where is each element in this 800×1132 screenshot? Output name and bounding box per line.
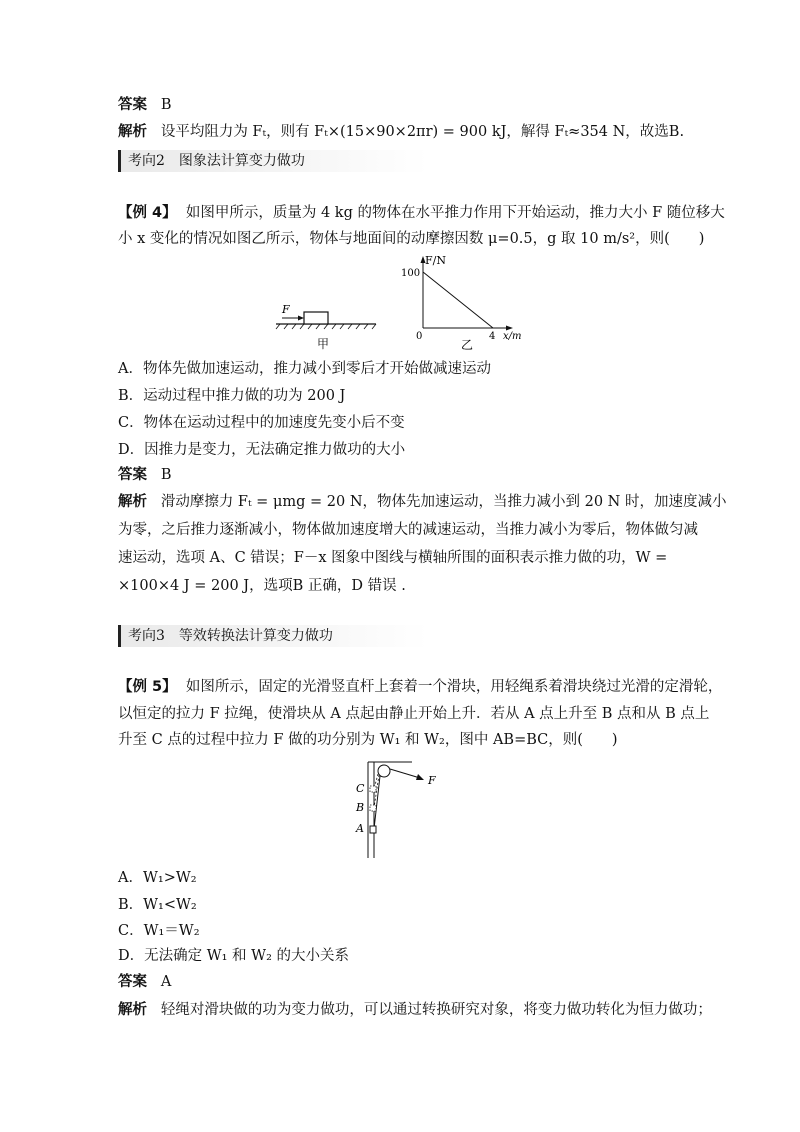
rope-a xyxy=(374,776,380,829)
answer-value: A xyxy=(160,974,172,990)
series-line xyxy=(423,272,493,328)
analysis-label: 解析 xyxy=(118,124,147,140)
slider-a xyxy=(370,826,376,833)
answer-1 xyxy=(118,95,171,115)
point-b-label: B xyxy=(356,801,365,814)
figure-yi-chart xyxy=(395,252,545,352)
force-arrowhead xyxy=(298,316,304,321)
pulley xyxy=(378,765,390,777)
option-b: B．运动过程中推力做的功为 200 J xyxy=(118,388,346,404)
section-header-3 xyxy=(118,625,428,647)
x-tick-label: 4 xyxy=(489,331,496,342)
example-5-line-1 xyxy=(118,677,722,697)
point-a-label: A xyxy=(356,822,364,835)
figure-pulley xyxy=(350,752,460,862)
example-text: 小 x 变化的情况如图乙所示，物体与地面间的动摩擦因数 μ=0.5，g 取 10 m/s²，则( ) xyxy=(118,231,705,247)
option-c: C．W₁＝W₂ xyxy=(118,923,200,939)
y-tick-label: 100 xyxy=(401,268,421,279)
analysis-2-line-4: ×100×4 J = 200 J，选项B 正确，D 错误 . xyxy=(118,578,406,594)
example-text: 如图所示，固定的光滑竖直杆上套着一个滑块，用轻绳系着滑块绕过光滑的定滑轮， xyxy=(185,679,723,695)
analysis-label: 解析 xyxy=(118,1002,147,1018)
analysis-2-line-2: 为零，之后推力逐渐减小，物体做加速度增大的减速运动，当推力减小为零后，物体做匀减 xyxy=(118,522,698,538)
analysis-text: 设平均阻力为 Fₜ，则有 Fₜ×(15×90×2πr) = 900 kJ，解得 Fₜ≈354 N，故选B. xyxy=(160,124,685,140)
answer-2 xyxy=(118,465,171,485)
example-4-line-2 xyxy=(118,229,704,249)
slider-c xyxy=(370,786,376,792)
x-axis-label: x/m xyxy=(503,331,522,342)
section-bar xyxy=(118,150,121,172)
answer-label: 答案 xyxy=(118,97,147,113)
section-header-2 xyxy=(118,150,428,172)
figure-caption-yi: 乙 xyxy=(461,338,474,352)
answer-3 xyxy=(118,972,171,992)
analysis-2-line-1 xyxy=(118,492,726,512)
answer-label: 答案 xyxy=(118,467,147,483)
analysis-label: 解析 xyxy=(118,494,147,510)
x-axis-arrow xyxy=(506,326,513,331)
answer-value: B xyxy=(160,97,172,113)
option-b: B．W₁<W₂ xyxy=(118,897,197,913)
analysis-1 xyxy=(118,122,684,142)
answer-value: B xyxy=(160,467,172,483)
example-text: 如图甲所示，质量为 4 kg 的物体在水平推力作用下开始运动，推力大小 F 随位移大 xyxy=(185,205,725,221)
example-4-line-1 xyxy=(118,203,725,223)
option-d: D．因推力是变力，无法确定推力做功的大小 xyxy=(118,442,406,458)
example-tag: 【例 4】 xyxy=(118,205,177,221)
force-arrowhead xyxy=(416,774,424,780)
section-bar xyxy=(118,625,121,647)
option-a: A．物体先做加速运动，推力减小到零后才开始做减速运动 xyxy=(118,361,491,377)
force-label: F xyxy=(428,774,436,787)
point-c-label: C xyxy=(356,782,365,795)
force-label: F xyxy=(282,303,290,316)
y-axis-label: F/N xyxy=(425,254,446,267)
block xyxy=(304,312,328,324)
option-d: D．无法确定 W₁ 和 W₂ 的大小关系 xyxy=(118,948,349,964)
example-tag: 【例 5】 xyxy=(118,679,177,695)
analysis-text: 滑动摩擦力 Fₜ = μmg = 20 N，物体先加速运动，当推力减小到 20 N 时，加速度减小 xyxy=(160,494,727,510)
rope-pull xyxy=(390,769,420,778)
origin-label: 0 xyxy=(416,331,423,342)
answer-label: 答案 xyxy=(118,974,147,990)
analysis-text: 轻绳对滑块做的功为变力做功，可以通过转换研究对象，将变力做功转化为恒力做功； xyxy=(160,1002,712,1018)
analysis-2-line-3: 速运动，选项 A、C 错误；F－x 图象中图线与横轴所围的面积表示推力做的功，W = xyxy=(118,550,668,566)
example-5-line-3: 升至 C 点的过程中拉力 F 做的功分别为 W₁ 和 W₂，图中 AB=BC，则( ) xyxy=(118,732,618,748)
option-a: A．W₁>W₂ xyxy=(118,870,197,886)
figure-caption-jia: 甲 xyxy=(317,337,330,351)
section-title: 考向2 图象法计算变力做功 xyxy=(128,153,305,169)
section-title: 考向3 等效转换法计算变力做功 xyxy=(128,628,333,644)
option-c: C．物体在运动过程中的加速度先变小后不变 xyxy=(118,415,405,431)
slider-b xyxy=(370,805,376,811)
ground-hatch xyxy=(276,324,376,329)
analysis-3 xyxy=(118,1000,712,1020)
example-5-line-2: 以恒定的拉力 F 拉绳，使滑块从 A 点起由静止开始上升．若从 A 点上升至 B 点和从 B 点上 xyxy=(118,706,710,722)
